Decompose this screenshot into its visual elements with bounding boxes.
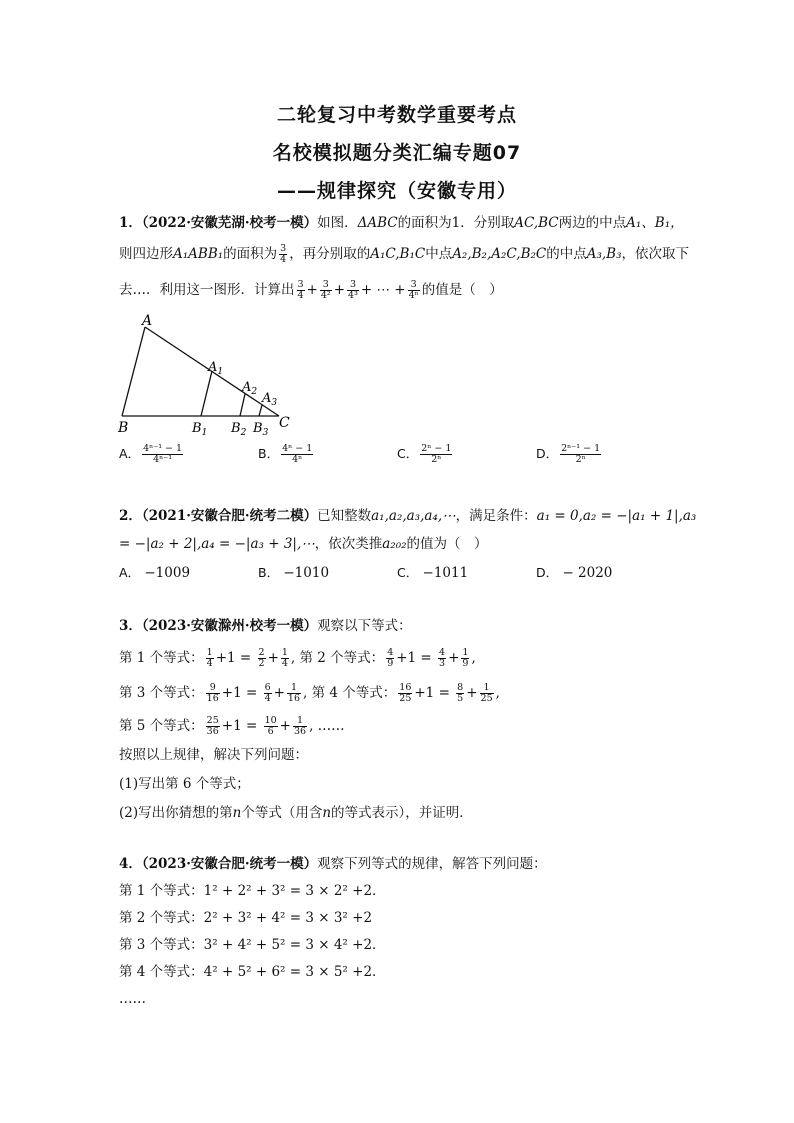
q4-line-1: 4．（2023·安徽合肥·统考一模）观察下列等式的规律，解答下列问题： xyxy=(119,856,547,872)
label-B: B xyxy=(118,420,129,435)
q2-line-1: 2．（2021·安徽合肥·统考二模）已知整数a₁,a₂,a₃,a₄,⋯，满足条件：a₁ = 0,a₂ = −|a₁ + 1|,a₃ xyxy=(119,508,697,524)
q3-equations-1-2: 第 1 个等式： $\frac{1}{4}$ +1 = $\frac{2}{2}$ + $\frac{1}{4}$ , 第 2 个等式： $\frac{4}{9}$ +1 = $\frac{4}{3}$ + $\frac{1}{9}$ , xyxy=(119,647,476,669)
page-subtitle: 名校模拟题分类汇编专题07 xyxy=(272,142,522,164)
q2-option-d[interactable]: D． − 2020 xyxy=(536,565,613,581)
q3-header: 3．（2023·安徽滁州·校考一模） xyxy=(119,618,318,634)
triangle-figure xyxy=(112,310,302,435)
label-C: C xyxy=(279,415,290,431)
q2-option-c[interactable]: C． −1011 xyxy=(397,565,469,581)
q1-option-b[interactable]: B． $\frac{\text{4ⁿ − 1}}{\text{4ⁿ}}$ xyxy=(258,443,313,465)
page-title: 二轮复习中考数学重要考点 xyxy=(276,104,517,126)
q3-equations-3-4: 第 3 个等式： $\frac{9}{16}$ +1 = $\frac{6}{4}$ + $\frac{1}{16}$ , 第 4 个等式： $\frac{16}{25}$ +1 = $\frac{8}{5}$ + $\frac{1}{25}$ , xyxy=(119,682,500,704)
q1-line-2: 则四边形A₁ABB₁的面积为 $\frac{3}{4}$ ，再分别取的A₁C,B₁C中点A₂,B₂,A₂C,B₂C的中点A₃,B₃，依次取下 xyxy=(119,243,690,265)
q3-part-2: (2)写出你猜想的第n个等式（用含n的等式表示），并证明． xyxy=(119,805,473,821)
label-A: A xyxy=(142,313,153,329)
label-A1: $A_1$ xyxy=(208,360,224,377)
page-topic: ——规律探究（安徽专用） xyxy=(276,180,517,202)
q3-task: 按照以上规律，解决下列问题： xyxy=(119,747,308,763)
label-B1: $B_1$ xyxy=(192,421,208,435)
q3-line-1: 3．（2023·安徽滁州·校考一模）观察以下等式： xyxy=(119,618,412,634)
q1-header: 1．（2022·安徽芜湖·校考一模） xyxy=(119,215,318,231)
q4-equation-2: 第 2 个等式：2² + 3² + 4² = 3 × 3² +2 xyxy=(119,910,373,926)
q3-equation-5: 第 5 个等式： $\frac{25}{36}$ +1 = $\frac{10}{6}$ + $\frac{1}{36}$ , …… xyxy=(119,715,345,737)
label-B2: $B_2$ xyxy=(231,421,247,435)
q2-option-b[interactable]: B． −1010 xyxy=(258,565,330,581)
q3-part-1: (1)写出第 6 个等式； xyxy=(119,776,250,792)
q2-option-a[interactable]: A． −1009 xyxy=(119,565,191,581)
q1-option-a[interactable]: A． $\frac{\text{4ⁿ⁻¹ − 1}}{\text{4ⁿ⁻¹}}$ xyxy=(119,443,183,465)
label-A2: $A_2$ xyxy=(242,380,258,397)
q1-option-d[interactable]: D． $\frac{\text{2ⁿ⁻¹ − 1}}{\text{2ⁿ}}$ xyxy=(536,443,601,465)
q4-header: 4．（2023·安徽合肥·统考一模） xyxy=(119,856,318,872)
q2-header: 2．（2021·安徽合肥·统考二模） xyxy=(119,508,318,524)
q4-ellipsis: …… xyxy=(119,991,146,1007)
q2-line-2: = −|a₂ + 2|,a₄ = −|a₃ + 3|,⋯，依次类推a₂₀₂的值为（ ） xyxy=(119,536,488,552)
fraction: $\frac{3}{4}$ xyxy=(280,243,287,265)
q1-line-3: 去…．利用这一图形．计算出 $\frac{3}{4}$ + $\frac{3}{\text{4²}}$ + $\frac{3}{\text{4³}}$ + ⋯ + $\frac{3}{\text{4ⁿ}}$ 的值是（ ） xyxy=(119,279,503,301)
label-A3: $A_3$ xyxy=(262,391,278,408)
q1-option-c[interactable]: C． $\frac{\text{2ⁿ − 1}}{\text{2ⁿ}}$ xyxy=(397,443,452,465)
q4-equation-3: 第 3 个等式：3² + 4² + 5² = 3 × 4² +2． xyxy=(119,937,386,953)
q1-line-1: 1．（2022·安徽芜湖·校考一模）如图．ΔABC的面积为1．分别取AC,BC两边的中点A₁、B₁， xyxy=(119,215,684,231)
q4-equation-4: 第 4 个等式：4² + 5² + 6² = 3 × 5² +2． xyxy=(119,964,386,980)
q4-equation-1: 第 1 个等式：1² + 2² + 3² = 3 × 2² +2． xyxy=(119,883,386,899)
label-B3: $B_3$ xyxy=(253,421,269,435)
